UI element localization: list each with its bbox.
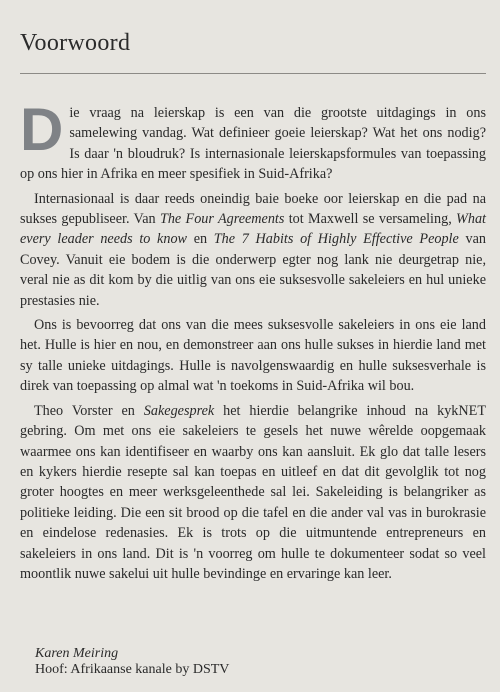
- paragraph-2: [20, 189, 486, 311]
- signature-role: Hoof: Afrikaanse kanale by DSTV: [35, 662, 230, 677]
- foreword-body: [20, 96, 486, 588]
- paragraph-2-text-2: tot Maxwell se versameling,: [284, 211, 457, 228]
- signature-block: [35, 646, 229, 678]
- show-title-sakegesprek: Sakegesprek: [143, 402, 215, 419]
- paragraph-3: Ons is bevoorreg dat ons van die mees suksesvolle sakeleiers in ons eie land het. Hulle is hier en nou, en demonstreer aan ons hulle sukses in hierdie land met sy talle unieke uitdagings. Hulle is navolgenswaardig en hulle suksesverhale is direk van toepassing op almal wat 'n toekoms in Suid-Afrika wil bou.: [20, 317, 486, 395]
- page-title: Voorwoord: [20, 30, 131, 56]
- title-divider: [20, 73, 486, 74]
- book-title-leader: What every leader needs to know: [20, 211, 486, 248]
- paragraph-1: [20, 96, 486, 185]
- paragraph-4-text-2: het hierdie belangrike inhoud na kykNET gebring. Om met ons eie sakeleiers te gesels het nuwe wêrelde oopgemaak waarmee ons kan identifiseer en waarby ons kan aansluit. Ek glo dat talle lesers en kykers hierdie resepte sal kan toepas en uitleef en dat dit gevolglik tot nog groter hoogtes en meer werksgeleenthede sal lei. Sakeleiding is belangriker as politieke leiding. Die een sit brood op die tafel en die ander val vas in burokrasie en eindelose redenasies. Ek is trots op die uitmuntende entrepreneurs en sakeleiers in ons land. Dit is 'n voorreg om hulle te dokumenteer sodat so veel moontlik nuwe sakelui uit hulle bevindinge en ervaringe kan leer.: [20, 402, 486, 582]
- book-title-7-habits: The 7 Habits of Highly Effective People: [213, 231, 459, 248]
- paragraph-1-text: ie vraag na leierskap is een van die grootste uitdagings in ons samelewing vandag. Wat definieer goeie leierskap? Wat het ons nodig? Is daar 'n bloudruk? Is internasionale leierskapsformules van toepassing op ons hier in Afrika en meer spesifiek in Suid-Afrika?: [20, 105, 486, 183]
- paragraph-4: [20, 401, 486, 585]
- paragraph-4-text-1: Theo Vorster en: [34, 402, 144, 419]
- paragraph-2-text-4: van Covey. Vanuit eie bodem is die onderwerp egter nog lank nie deurgetrap nie, veral nie as dit kom by die uitlig van ons eie suksesvolle sakeleiers en hul unieke prestasies nie.: [20, 231, 486, 309]
- paragraph-2-text-1: Internasionaal is daar reeds oneindig baie boeke oor leierskap en die pad na sukses gepubliseer. Van: [20, 190, 486, 228]
- paragraph-2-text-3: en: [187, 231, 214, 248]
- book-title-four-agreements: The Four Agreements: [159, 211, 285, 228]
- signature-name: Karen Meiring: [35, 646, 119, 661]
- drop-cap: D: [20, 96, 64, 163]
